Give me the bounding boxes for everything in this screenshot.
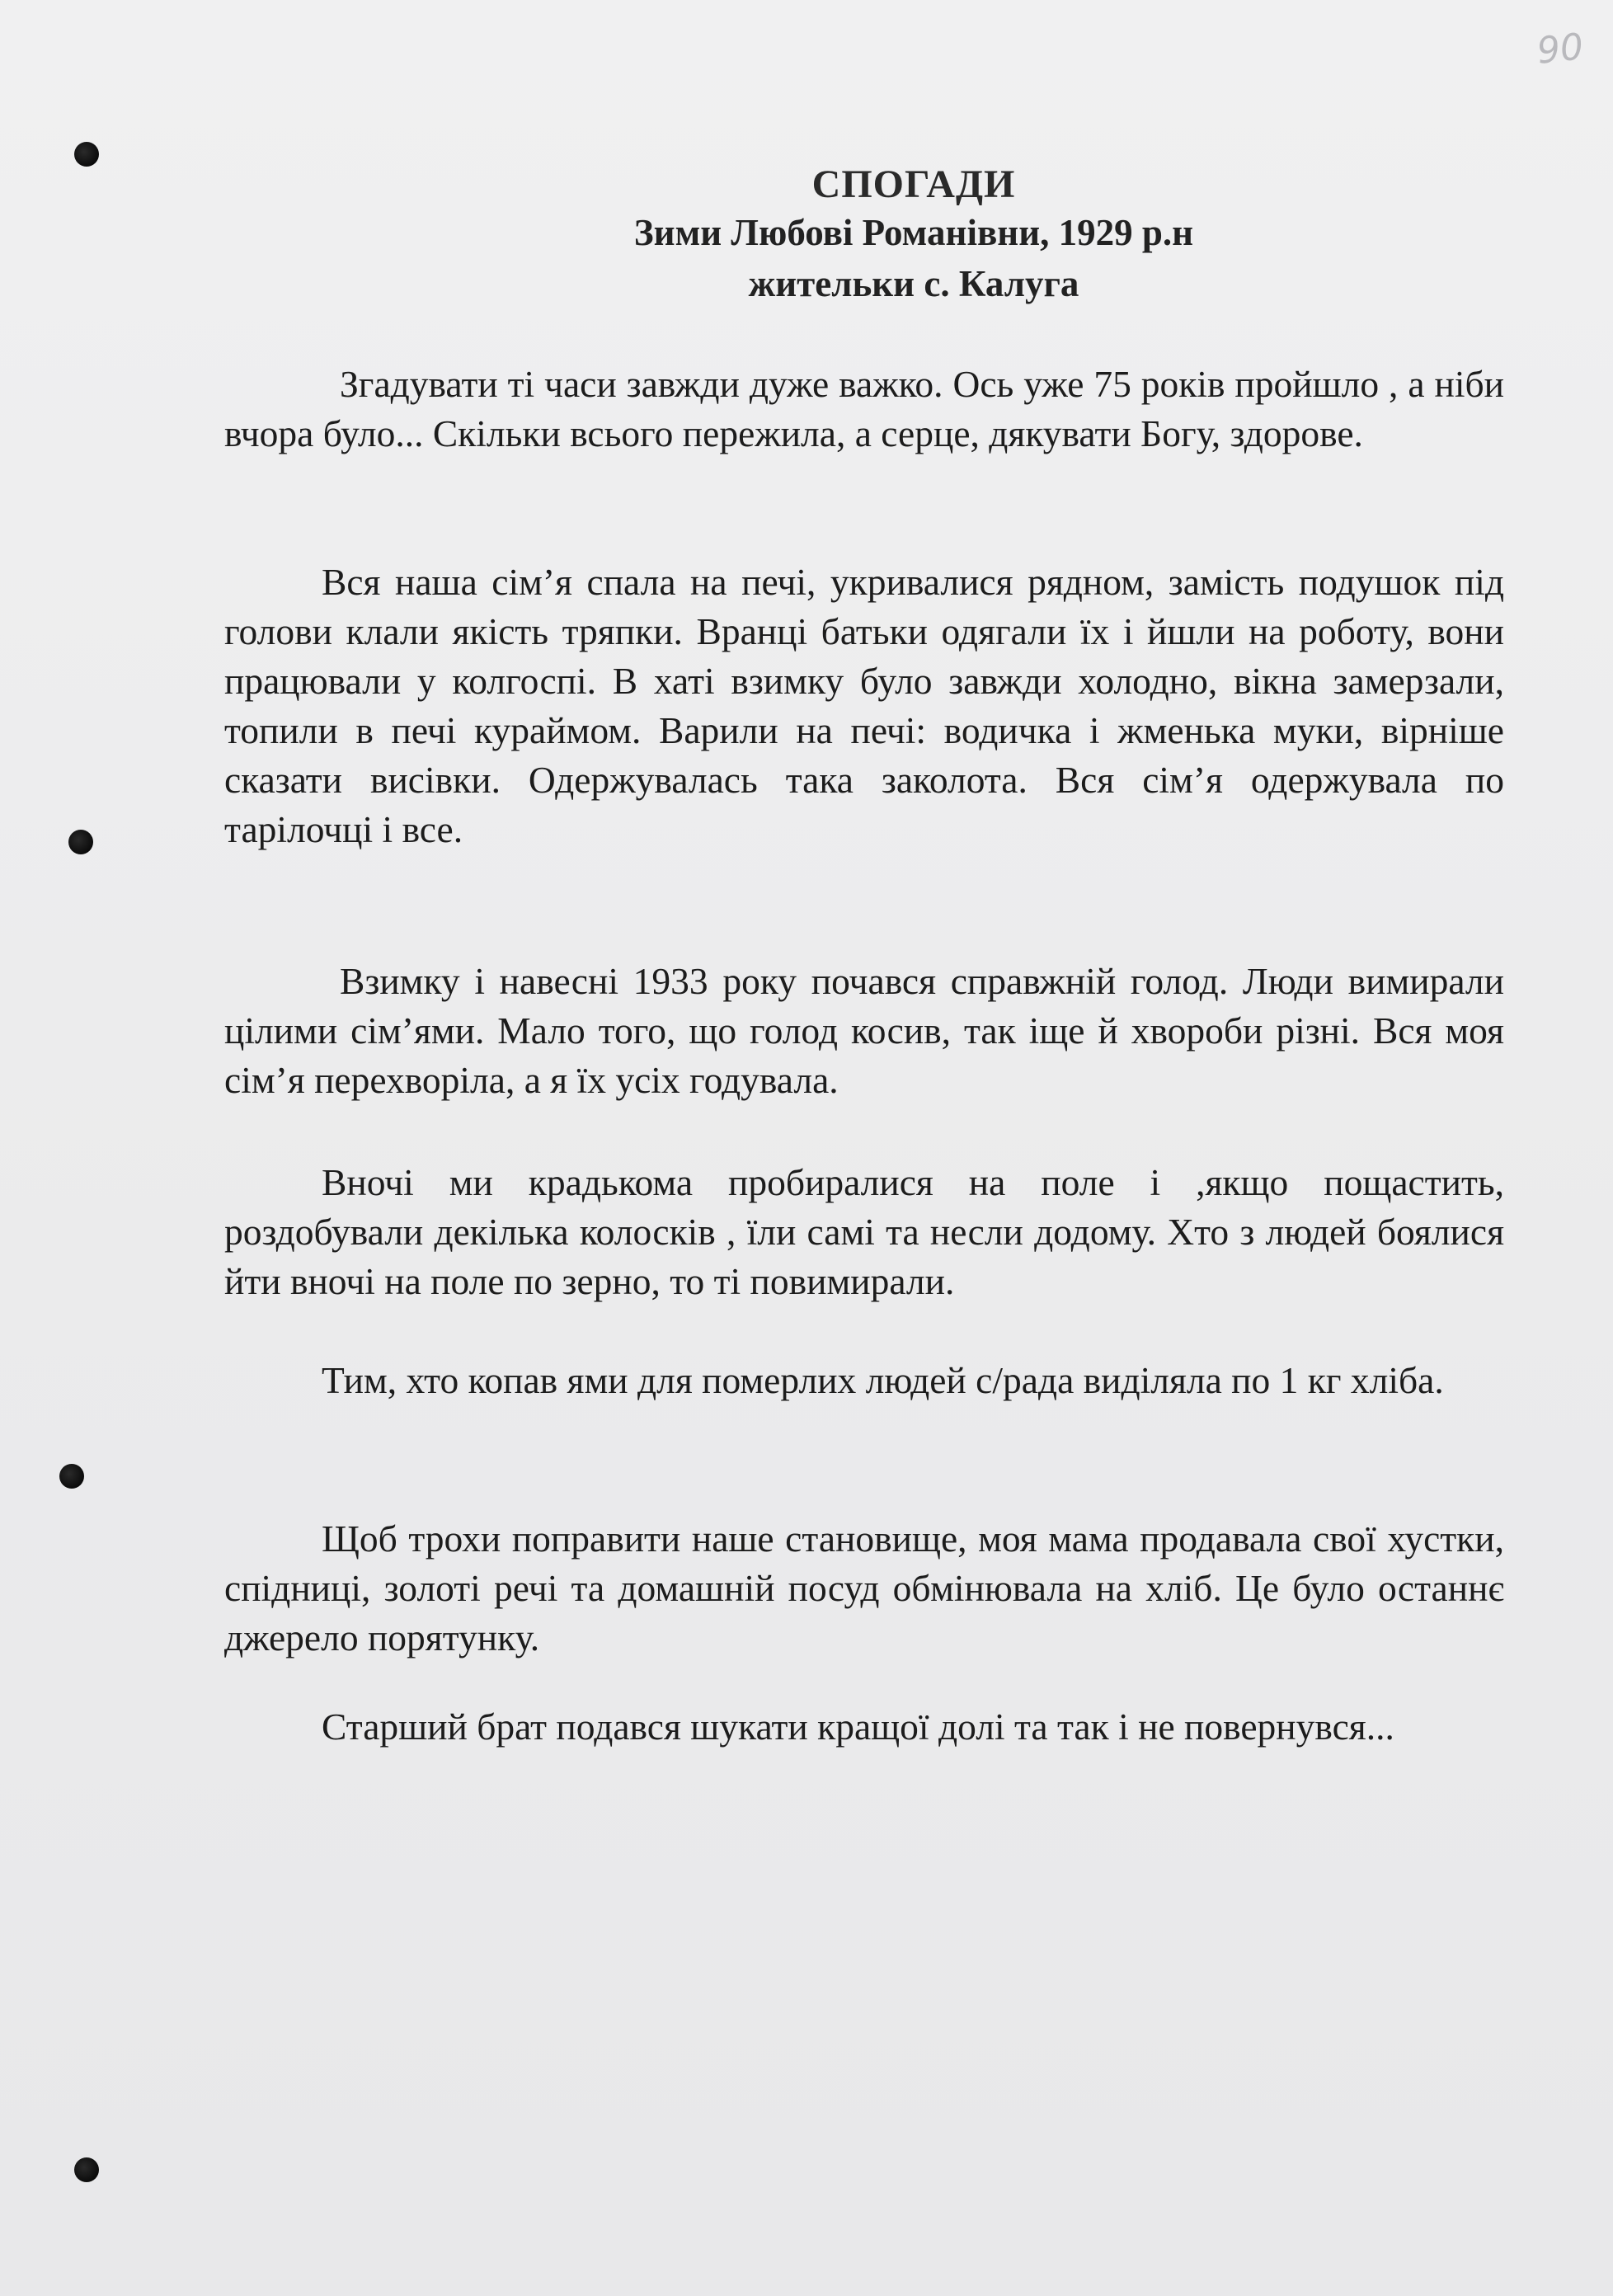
punch-hole [68, 830, 93, 854]
paragraph: Тим, хто копав ями для померлих людей с/рада виділяла по 1 кг хліба. [322, 1359, 1444, 1401]
paragraph: Згадувати ті часи завжди дуже важко. Ось уже 75 років пройшло , а ніби вчора було... Скільки всього пережила, а серце, дякувати Богу, здорове. [224, 363, 1504, 454]
punch-hole [59, 1464, 84, 1489]
punch-hole [74, 142, 99, 167]
document-subtitle-residence: жительки с. Калуга [748, 263, 1079, 304]
document-title: СПОГАДИ [811, 162, 1016, 206]
paragraph: Вночі ми крадькома пробиралися на поле і ,якщо пощастить, роздобували декілька колосків , їли самі та несли додому. Хто з людей боялися йти вночі на поле по зерно, то ті повимирали. [224, 1161, 1504, 1302]
paragraph: Старший брат подався шукати кращої долі та так і не повернувся... [322, 1706, 1394, 1748]
paragraph: Взимку і навесні 1933 року почався справжній голод. Люди вимирали цілими сім’ями. Мало того, що голод косив, так іще й хвороби різні. Вся моя сім’я перехворіла, а я їх усіх годувала. [224, 960, 1504, 1101]
handwritten-page-number: 90 [1535, 26, 1586, 73]
paragraph: Щоб трохи поправити наше становище, моя мама продавала свої хустки, спідниці, золоті речі та домашній посуд обмінювала на хліб. Це було останнє джерело порятунку. [224, 1517, 1504, 1658]
punch-hole [74, 2157, 99, 2182]
paragraph: Вся наша сім’я спала на печі, укривалися рядном, замість подушок під голови клали якість тряпки. Вранці батьки одягали їх і йшли на роботу, вони працювали у колгоспі. В хаті взимку було завжди холодно, вікна замерзали, топили в печі кураймом. Варили на печі: водичка і жменька муки, вірніше сказати висівки. Одержувалась така заколота. Вся сім’я одержувала по тарілочці і все. [224, 561, 1504, 850]
document-subtitle-name: Зими Любові Романівни, 1929 р.н [633, 212, 1194, 253]
